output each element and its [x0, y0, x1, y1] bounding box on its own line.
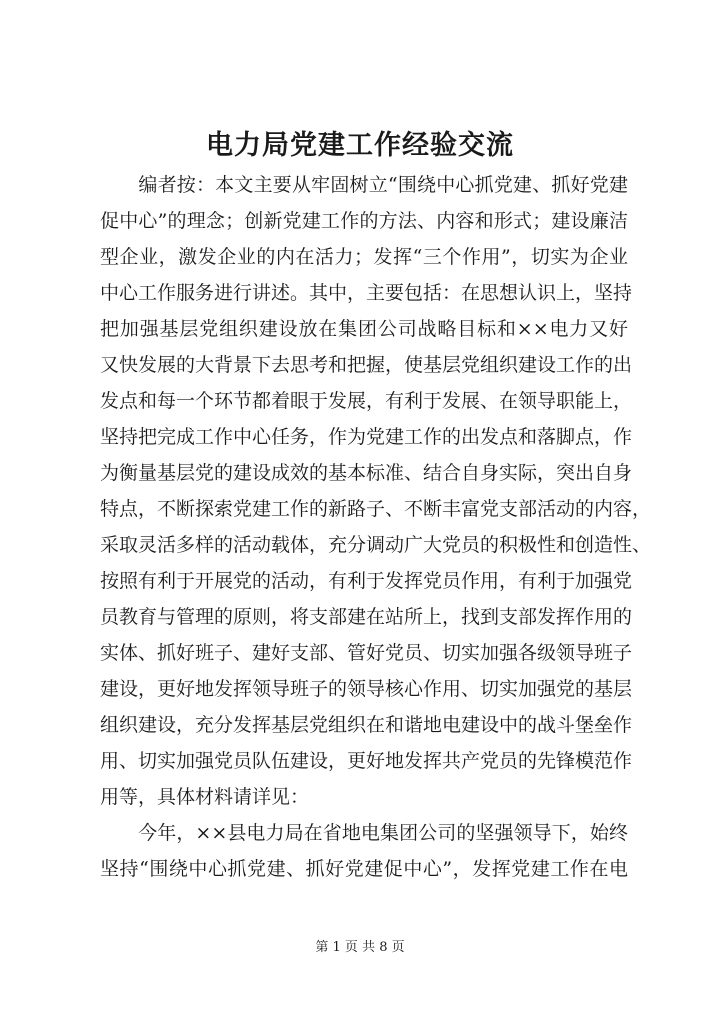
body-line: 坚持把完成工作中心任务，作为党建工作的出发点和落脚点，作: [100, 426, 633, 448]
body-line: 促中心”的理念；创新党建工作的方法、内容和形式；建设廉洁: [100, 210, 628, 232]
body-line: 中心工作服务进行讲述。其中，主要包括：在思想认识上，坚持: [100, 282, 633, 304]
document-title: 电力局党建工作经验交流: [206, 130, 514, 161]
body-line: 今年，××县电力局在省地电集团公司的坚强领导下，始终: [100, 822, 628, 844]
body-line: 为衡量基层党的建设成效的基本标准、结合自身实际，突出自身: [100, 462, 633, 484]
body-line: 用、切实加强党员队伍建设，更好地发挥共产党员的先锋模范作: [100, 750, 633, 772]
body-line: 坚持“围绕中心抓党建、抓好党建促中心”，发挥党建工作在电: [100, 858, 628, 880]
body-line: 按照有利于开展党的活动，有利于发挥党员作用，有利于加强党: [100, 570, 633, 592]
body-line: 又快发展的大背景下去思考和把握，使基层党组织建设工作的出: [100, 354, 633, 376]
body-line: 特点，不断探索党建工作的新路子、不断丰富党支部活动的内容，: [100, 498, 652, 520]
body-line: 把加强基层党组织建设放在集团公司战略目标和××电力又好: [100, 318, 628, 340]
body-line: 实体、抓好班子、建好支部、管好党员、切实加强各级领导班子: [100, 642, 633, 664]
body-line: 建设，更好地发挥领导班子的领导核心作用、切实加强党的基层: [100, 678, 633, 700]
body-line: 型企业，激发企业的内在活力；发挥“三个作用”，切实为企业: [100, 246, 628, 268]
body-line: 用等，具体材料请详见：: [100, 786, 310, 808]
page-number-footer: 第 1 页 共 8 页: [315, 940, 405, 955]
body-line: 编者按：本文主要从牢固树立“围绕中心抓党建、抓好党建: [100, 174, 628, 196]
body-line: 组织建设，充分发挥基层党组织在和谐地电建设中的战斗堡垒作: [100, 714, 633, 736]
body-line: 员教育与管理的原则，将支部建在站所上，找到支部发挥作用的: [100, 606, 633, 628]
body-line: 采取灵活多样的活动载体，充分调动广大党员的积极性和创造性、: [100, 534, 652, 556]
body-line: 发点和每一个环节都着眼于发展，有利于发展、在领导职能上，: [100, 390, 633, 412]
